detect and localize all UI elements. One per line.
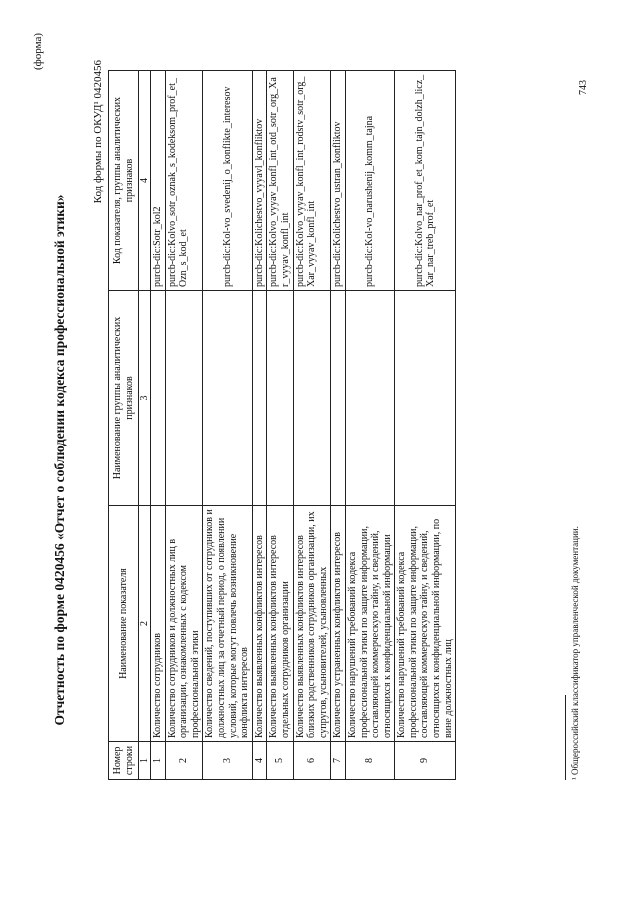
indicator-code: purcb-dic:Kolichestvo_ustran_konfliktov (331, 71, 346, 291)
group-name (331, 291, 346, 506)
row-number: 9 (395, 742, 456, 780)
table-row (252, 71, 267, 780)
page-title: Отчетность по форме 0420456 «Отчет о соблюдении кодекса профессиональной этики» (52, 194, 67, 726)
indicator-name: Количество устраненных конфликтов интересов (331, 506, 346, 742)
indicator-code: purcb-dic:Kolvo_nar_prof_et_kom_tajn_dolzh_licz_Xar_nar_treb_prof_et (395, 71, 456, 291)
column-numbers-row (139, 71, 151, 780)
table-row (345, 71, 394, 780)
table-row (395, 71, 456, 780)
indicator-code: purcb-dic:Kolvo_vyyav_konfl_int_rodstv_sotr_org_Xar_vyyav_konfl_int (293, 71, 331, 291)
header-row-number: Номер строки (109, 742, 139, 780)
indicator-code: purcb-dic:Kol-vo_svedenij_o_konflikte_interesov (203, 71, 252, 291)
header-group-name: Наименование группы аналитических признаков (109, 291, 139, 506)
page-number: 743 (578, 80, 589, 95)
indicator-code: purcb-dic:Kol-vo_narushenij_komm_tajna (345, 71, 394, 291)
indicator-code: purcb-dic:Sotr_kol2 (151, 71, 166, 291)
table-row (267, 71, 293, 780)
row-number: 1 (151, 742, 166, 780)
group-name (293, 291, 331, 506)
indicator-code: purcb-dic:Kolvo_sotr_oznak_s_kodeksom_prof_et_Ozn_s_kod_et (165, 71, 203, 291)
column-number: 1 (139, 742, 151, 780)
row-number: 8 (345, 742, 394, 780)
form-code-line: Код формы по ОКУД¹ 0420456 (92, 60, 104, 204)
indicator-code: purcb-dic:Kolvo_vyyav_konfl_int_otd_sotr_org_Xar_vyyav_konfl_int (267, 71, 293, 291)
table-row (151, 71, 166, 780)
indicator-name: Количество выявленных конфликтов интересов отдельных сотрудников организации (267, 506, 293, 742)
footnote: ¹ Общероссийский классификатор управленческой документации. (570, 526, 580, 780)
header-indicator-name: Наименование показателя (109, 506, 139, 742)
footnote-separator (565, 695, 566, 780)
group-name (395, 291, 456, 506)
indicator-name: Количество сотрудников (151, 506, 166, 742)
indicator-code: purcb-dic:Kolichestvo_vyyavl_konfliktov (252, 71, 267, 291)
indicator-name: Количество выявленных конфликтов интересов близких родственников сотрудников организации, их супругов, усыновителей, усыновленных (293, 506, 331, 742)
row-number: 7 (331, 742, 346, 780)
indicator-name: Количество нарушений требований кодекса профессиональной этики по защите информации, составляющей коммерческую тайну, и сведений, относящихся к конфиденциальной информации (345, 506, 394, 742)
row-number: 5 (267, 742, 293, 780)
table-row (293, 71, 331, 780)
row-number: 3 (203, 742, 252, 780)
group-name (345, 291, 394, 506)
indicators-table (108, 70, 456, 780)
group-name (151, 291, 166, 506)
header-code: Код показателя, группы аналитических признаков (109, 71, 139, 291)
table-row (165, 71, 203, 780)
group-name (203, 291, 252, 506)
indicator-name: Количество сотрудников и должностных лиц в организации, ознакомленных с кодексом профессиональной этики (165, 506, 203, 742)
table-row (203, 71, 252, 780)
indicator-name: Количество нарушений требований кодекса профессиональной этики по защите информации, составляющей коммерческую тайну, и сведений, относящихся к конфиденциальной информации, по вине должностных лиц (395, 506, 456, 742)
indicator-name: Количество выявленных конфликтов интересов (252, 506, 267, 742)
column-number: 2 (139, 506, 151, 742)
row-number: 2 (165, 742, 203, 780)
form-label: (форма) (32, 32, 44, 70)
row-number: 6 (293, 742, 331, 780)
table-row (331, 71, 346, 780)
group-name (165, 291, 203, 506)
indicator-name: Количество сведений, поступивших от сотрудников и должностных лиц за отчетный период, о появлении условий, которые могут повлечь возникновение конфликта интересов (203, 506, 252, 742)
column-number: 3 (139, 291, 151, 506)
group-name (267, 291, 293, 506)
group-name (252, 291, 267, 506)
column-number: 4 (139, 71, 151, 291)
row-number: 4 (252, 742, 267, 780)
header-row (109, 71, 139, 780)
